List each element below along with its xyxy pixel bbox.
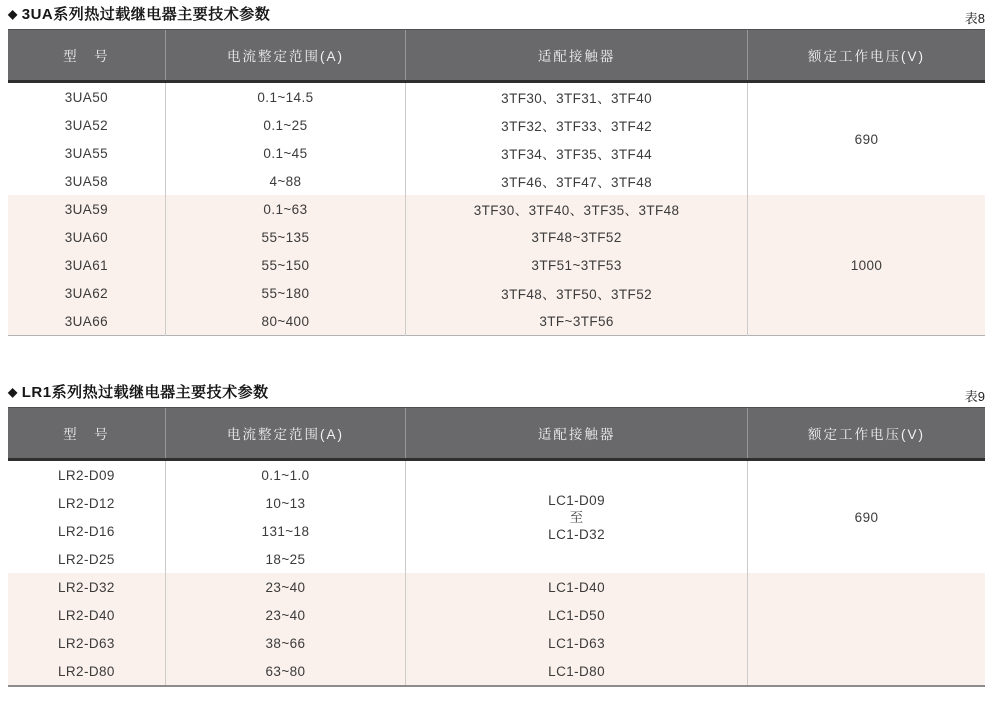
cell-model: 3UA62	[8, 279, 165, 307]
cell-range: 18~25	[165, 545, 405, 573]
cell-range: 63~80	[165, 657, 405, 686]
contactor-line: LC1-D32	[548, 526, 605, 542]
cell-range: 23~40	[165, 573, 405, 601]
cell-range: 0.1~14.5	[165, 82, 405, 112]
section-lr1-title-text: LR1系列热过载继电器主要技术参数	[21, 384, 269, 401]
cell-range: 0.1~63	[165, 195, 405, 223]
table-lr1	[8, 407, 985, 687]
section-3ua-title-text: 3UA系列热过载继电器主要技术参数	[21, 6, 271, 23]
table-row	[8, 573, 985, 601]
cell-range: 131~18	[165, 517, 405, 545]
cell-range: 55~150	[165, 251, 405, 279]
cell-model: 3UA52	[8, 111, 165, 139]
table-row	[8, 82, 985, 112]
cell-contactor-merged	[406, 460, 748, 574]
cell-contactor: 3TF46、3TF47、3TF48	[406, 167, 748, 195]
cell-contactor: LC1-D63	[406, 629, 748, 657]
cell-contactor: LC1-D80	[406, 657, 748, 686]
cell-model: LR2-D16	[8, 517, 165, 545]
section-lr1	[8, 383, 985, 687]
col-header-contactor: 适配接触器	[406, 408, 748, 460]
section-3ua-header	[8, 5, 985, 25]
cell-model: 3UA59	[8, 195, 165, 223]
cell-model: LR2-D12	[8, 489, 165, 517]
cell-range: 0.1~45	[165, 139, 405, 167]
col-header-contactor: 适配接触器	[406, 30, 748, 82]
col-header-current-range: 电流整定范围(A)	[165, 408, 405, 460]
section-lr1-header	[8, 383, 985, 403]
cell-voltage-690: 690	[748, 82, 985, 196]
cell-contactor: 3TF~3TF56	[406, 307, 748, 336]
cell-voltage-empty	[748, 573, 985, 686]
cell-model: LR2-D63	[8, 629, 165, 657]
cell-range: 10~13	[165, 489, 405, 517]
contactor-line: LC1-D09	[548, 492, 605, 508]
section-lr1-title	[8, 383, 269, 403]
table8-header-row	[8, 30, 985, 82]
cell-contactor: 3TF30、3TF40、3TF35、3TF48	[406, 195, 748, 223]
cell-contactor: 3TF34、3TF35、3TF44	[406, 139, 748, 167]
cell-model: LR2-D25	[8, 545, 165, 573]
cell-contactor: 3TF48~3TF52	[406, 223, 748, 251]
cell-range: 23~40	[165, 601, 405, 629]
col-header-voltage: 额定工作电压(V)	[748, 30, 985, 82]
contactor-line: 至	[569, 509, 584, 525]
cell-range: 55~135	[165, 223, 405, 251]
table-row	[8, 460, 985, 490]
cell-range: 0.1~25	[165, 111, 405, 139]
cell-model: 3UA61	[8, 251, 165, 279]
cell-contactor: 3TF32、3TF33、3TF42	[406, 111, 748, 139]
col-header-current-range: 电流整定范围(A)	[165, 30, 405, 82]
cell-model: LR2-D80	[8, 657, 165, 686]
cell-contactor: 3TF30、3TF31、3TF40	[406, 82, 748, 112]
table8-tag: 表8	[964, 11, 985, 26]
cell-model: 3UA66	[8, 307, 165, 336]
cell-range: 38~66	[165, 629, 405, 657]
col-header-model: 型 号	[8, 30, 165, 82]
cell-range: 80~400	[165, 307, 405, 336]
table9-tag: 表9	[964, 389, 985, 404]
col-header-voltage: 额定工作电压(V)	[748, 408, 985, 460]
diamond-bullet-icon: ◆	[8, 385, 18, 399]
cell-model: 3UA60	[8, 223, 165, 251]
cell-range: 0.1~1.0	[165, 460, 405, 490]
cell-range: 4~88	[165, 167, 405, 195]
cell-voltage-1000: 1000	[748, 195, 985, 336]
cell-model: LR2-D40	[8, 601, 165, 629]
section-3ua	[8, 5, 985, 336]
cell-model: LR2-D32	[8, 573, 165, 601]
cell-model: 3UA58	[8, 167, 165, 195]
cell-contactor: 3TF48、3TF50、3TF52	[406, 279, 748, 307]
cell-model: 3UA55	[8, 139, 165, 167]
cell-range: 55~180	[165, 279, 405, 307]
table-row	[8, 195, 985, 223]
cell-contactor: LC1-D40	[406, 573, 748, 601]
cell-contactor: LC1-D50	[406, 601, 748, 629]
cell-model: LR2-D09	[8, 460, 165, 490]
section-3ua-title	[8, 5, 270, 25]
cell-contactor: 3TF51~3TF53	[406, 251, 748, 279]
table9-header-row	[8, 408, 985, 460]
cell-model: 3UA50	[8, 82, 165, 112]
cell-voltage-690: 690	[748, 460, 985, 574]
table-3ua	[8, 29, 985, 336]
diamond-bullet-icon: ◆	[8, 7, 18, 21]
col-header-model: 型 号	[8, 408, 165, 460]
